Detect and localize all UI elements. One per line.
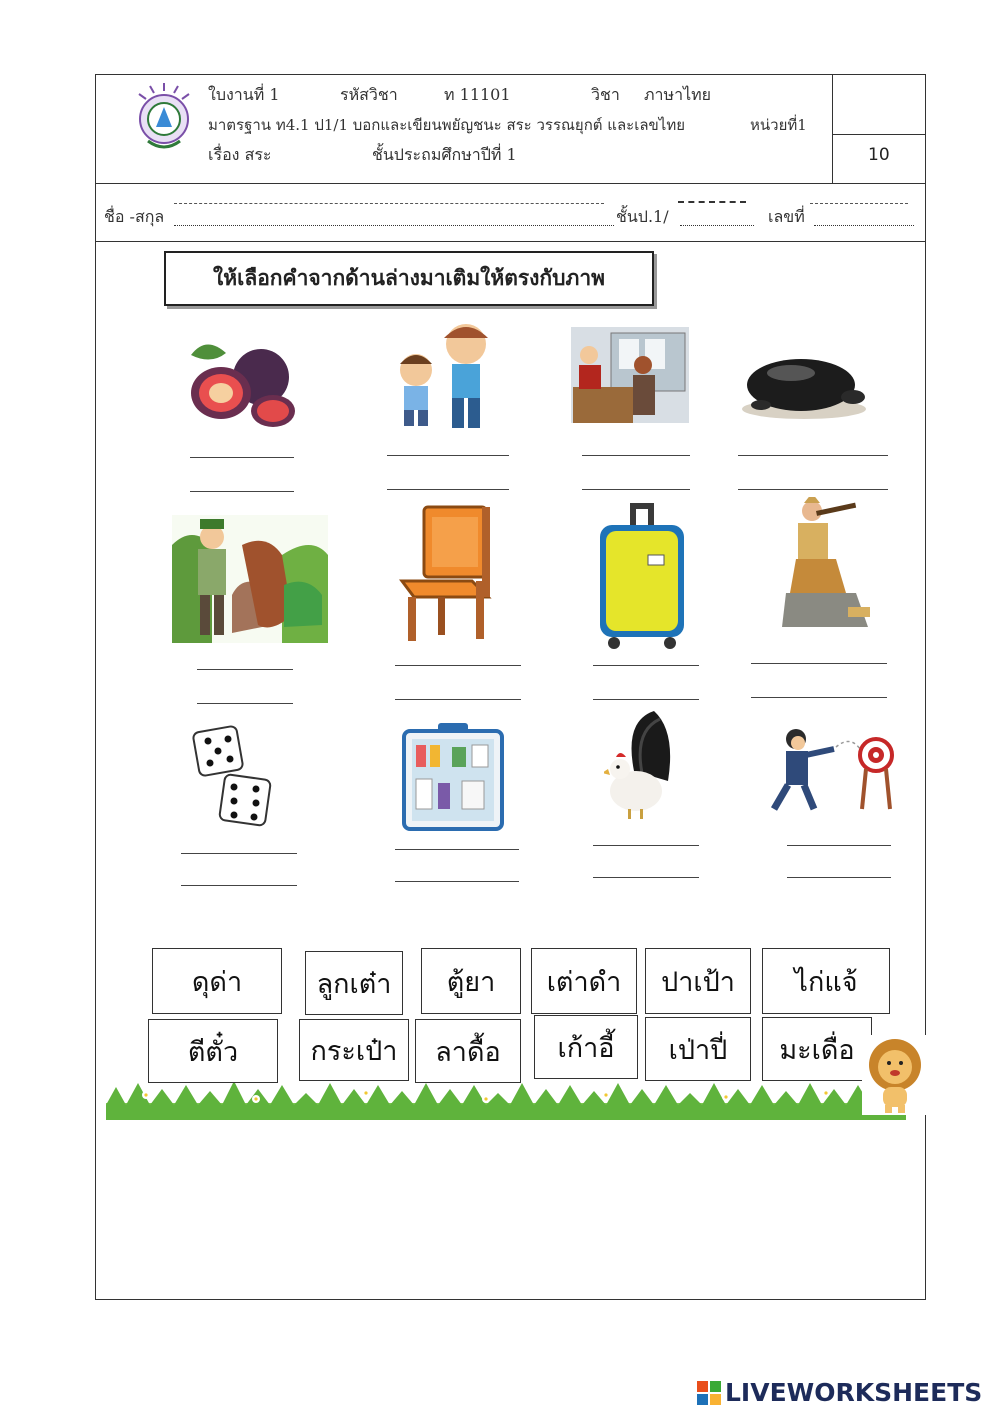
medicine-cabinet-icon (402, 723, 506, 831)
school-logo-icon (126, 83, 202, 155)
answer-line[interactable] (395, 699, 521, 700)
total-score: 10 (868, 145, 890, 165)
answer-line[interactable] (738, 455, 888, 456)
answer-line[interactable] (181, 885, 297, 886)
archery-target-icon (764, 725, 904, 815)
instruction-box: ให้เลือกคำจากด้านล่างมาเติมให้ตรงกับภาพ (164, 251, 654, 306)
answer-line[interactable] (738, 489, 888, 490)
answer-line[interactable] (593, 845, 699, 846)
bantam-chicken-icon (604, 711, 678, 821)
number-label: เลขที่ (768, 207, 805, 226)
score-row-divider (832, 134, 925, 135)
subject-code-label: รหัสวิชา (340, 85, 398, 104)
class-field[interactable] (680, 225, 754, 226)
answer-line[interactable] (190, 491, 294, 492)
answer-line[interactable] (197, 703, 293, 704)
worksheet (95, 74, 926, 1300)
topic-text: เรื่อง สระ (208, 145, 272, 164)
score-column-divider (832, 75, 833, 183)
word-card[interactable]: ลูกเต๋า (305, 951, 403, 1015)
flute-player-icon (776, 497, 872, 637)
answer-line[interactable] (593, 877, 699, 878)
word-card[interactable]: มะเดื่อ (762, 1017, 872, 1081)
answer-line[interactable] (181, 853, 297, 854)
word-card[interactable]: ดุด่า (152, 948, 282, 1014)
word-card[interactable]: เต่าดำ (531, 948, 637, 1014)
black-turtle-icon (739, 347, 869, 419)
man-with-horse-icon (172, 515, 328, 643)
class-label: ชั้นป.1/ (616, 207, 669, 226)
word-card[interactable]: กระเป๋า (299, 1019, 409, 1081)
liveworksheets-grid-icon (697, 1381, 721, 1405)
word-card[interactable]: ไก่แจ้ (762, 948, 890, 1014)
brand-text: LIVEWORKSHEETS (725, 1378, 983, 1407)
answer-line[interactable] (593, 699, 699, 700)
answer-line[interactable] (387, 455, 509, 456)
fig-fruit-icon (181, 335, 301, 430)
header-divider (96, 183, 925, 184)
dice-icon (192, 725, 276, 829)
word-card[interactable]: ตีตั๋ว (148, 1019, 278, 1083)
name-row-divider (96, 241, 925, 242)
answer-line[interactable] (395, 665, 521, 666)
word-card[interactable]: ตู้ยา (421, 948, 521, 1014)
answer-line[interactable] (787, 845, 891, 846)
answer-line[interactable] (582, 489, 690, 490)
answer-line[interactable] (787, 877, 891, 878)
answer-line[interactable] (190, 457, 294, 458)
subject-code-value: ท 11101 (444, 85, 511, 104)
word-card[interactable]: ปาเป้า (645, 948, 751, 1014)
standard-text: มาตรฐาน ท4.1 ป1/1 บอกและเขียนพยัญชนะ สระ วรรณยุกต์ และเลขไทย (208, 116, 686, 134)
lion-mascot-icon (862, 1035, 928, 1115)
answer-line[interactable] (751, 697, 887, 698)
answer-line[interactable] (593, 665, 699, 666)
number-field[interactable] (814, 225, 914, 226)
chair-icon (396, 503, 496, 643)
answer-line[interactable] (751, 663, 887, 664)
answer-line[interactable] (197, 669, 293, 670)
name-label: ชื่อ -สกุล (104, 207, 165, 226)
answer-line[interactable] (582, 455, 690, 456)
liveworksheets-logo (697, 1378, 982, 1407)
word-card[interactable]: ลาดื้อ (415, 1019, 521, 1083)
subject-value: ภาษาไทย (644, 85, 712, 104)
name-field[interactable] (174, 225, 614, 226)
word-card[interactable]: เป่าปี่ (645, 1017, 751, 1081)
unit-text: หน่วยที่1 (750, 116, 807, 134)
answer-line[interactable] (387, 489, 509, 490)
answer-line[interactable] (395, 849, 519, 850)
suitcase-icon (596, 501, 688, 651)
subject-label: วิชา (591, 85, 620, 104)
grade-text: ชั้นประถมศึกษาปีที่ 1 (372, 145, 517, 164)
worksheet-number: ใบงานที่ 1 (208, 85, 280, 104)
train-station-icon (571, 327, 689, 423)
word-card[interactable]: เก้าอี้ (534, 1015, 638, 1079)
answer-line[interactable] (395, 881, 519, 882)
